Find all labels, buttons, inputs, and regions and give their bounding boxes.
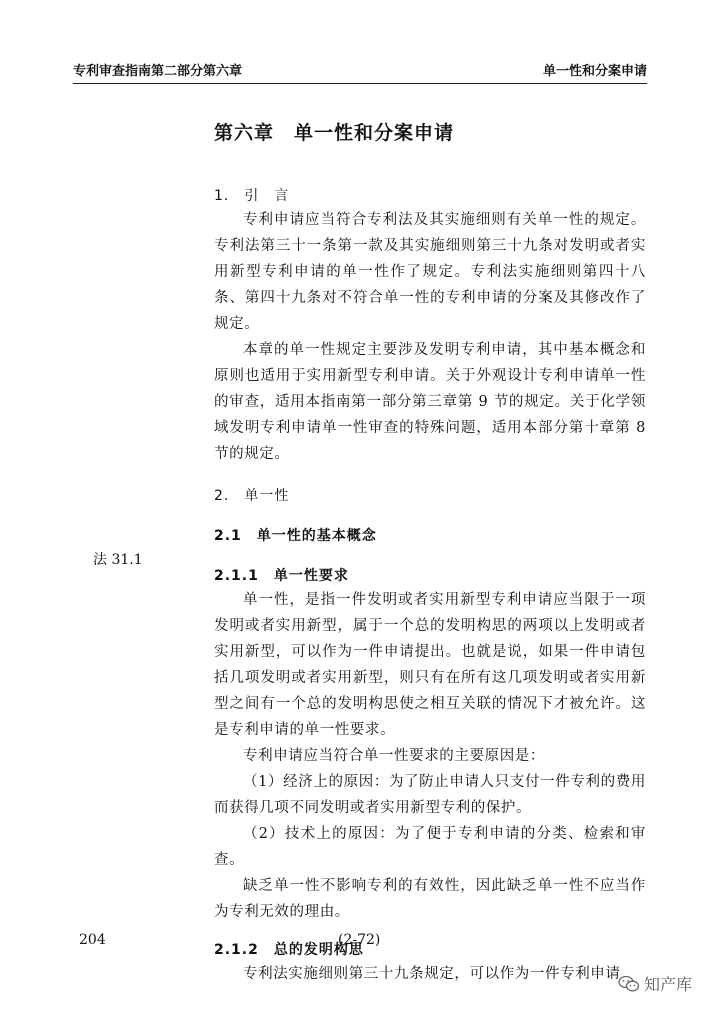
margin-note: 法 31.1 — [93, 552, 143, 568]
section-heading-2: 2. 单一性 — [214, 488, 290, 504]
wechat-icon — [618, 975, 640, 993]
main-content — [214, 118, 646, 987]
paragraph: （2）技术上的原因：为了便于专利申请的分类、检索和审查。 — [214, 826, 646, 868]
paragraph: 本章的单一性规定主要涉及发明专利申请，其中基本概念和原则也适用于实用新型专利申请。关于外观设计专利申请单一性的审查，适用本指南第一部分第三章第 9 节的规定。关于化学领域发明专利申请单一性审查的特殊问题，适用本部分第十章第 8 节的规定。 — [214, 342, 646, 462]
running-header — [73, 58, 647, 84]
paragraph: 缺乏单一性不影响专利的有效性，因此缺乏单一性不应当作为专利无效的理由。 — [214, 878, 646, 920]
page-number: 204 — [79, 932, 106, 948]
paragraph: 专利申请应当符合单一性要求的主要原因是： — [243, 748, 545, 764]
header-right: 单一性和分案申请 — [542, 64, 647, 79]
paragraph: 专利申请应当符合专利法及其实施细则有关单一性的规定。专利法第三十一条第一款及其实施细则第三十九条对发明或者实用新型专利申请的单一性作了规定。专利法实施细则第四十八条、第四十九条对不符合单一性的专利申请的分案及其修改作了规定。 — [214, 212, 646, 332]
header-left: 专利审查指南第二部分第六章 — [73, 64, 243, 79]
watermark-text: 知产库 — [644, 975, 693, 994]
section-heading-2-1: 2.1 单一性的基本概念 — [214, 528, 377, 544]
section-heading-2-1-2: 2.1.2 总的发明构思 — [214, 942, 364, 958]
paragraph: （1）经济上的原因：为了防止申请人只支付一件专利的费用而获得几项不同发明或者实用新型专利的保护。 — [214, 774, 646, 816]
section-heading-1: 1. 引 言 — [214, 188, 290, 204]
paragraph: 专利法实施细则第三十九条规定，可以作为一件专利申请 — [243, 966, 621, 982]
paragraph: 单一性，是指一件发明或者实用新型专利申请应当限于一项发明或者实用新型，属于一个总的发明构思的两项以上发明或者实用新型，可以作为一件申请提出。也就是说，如果一件申请包括几项发明或者实用新型，则只有在所有这几项发明或者实用新型之间有一个总的发明构思使之相互关联的情况下才被允许。这是专利申请的单一性要求。 — [214, 592, 646, 738]
watermark — [618, 972, 692, 995]
chapter-title: 第六章 单一性和分案申请 — [214, 122, 455, 144]
footer-code: (2-72) — [338, 932, 381, 948]
section-heading-2-1-1: 2.1.1 单一性要求 — [214, 568, 349, 584]
